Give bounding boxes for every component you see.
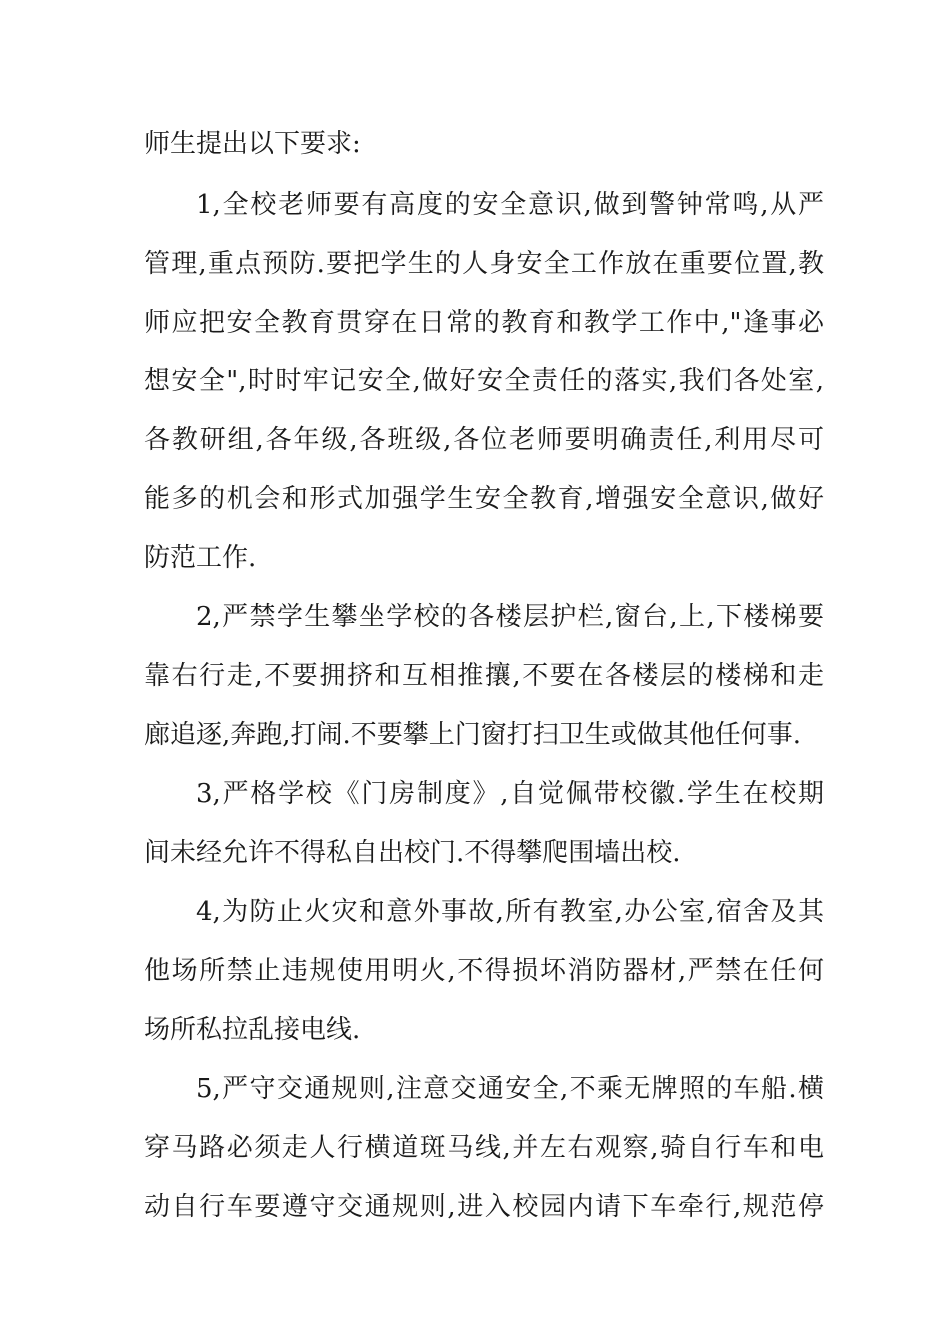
text-line: 4,为防止火灾和意外事故,所有教室,办公室,宿舍及其 [196,897,824,927]
text-line: 防范工作. [144,543,257,573]
text-line: 3,严格学校《门房制度》,自觉佩带校徽.学生在校期 [196,779,824,809]
text-line: 想安全",时时牢记安全,做好安全责任的落实,我们各处室, [144,366,824,396]
text-line: 动自行车要遵守交通规则,进入校园内请下车牵行,规范停 [144,1192,824,1222]
text-line: 师应把安全教育贯穿在日常的教育和教学工作中,"逢事必 [144,308,824,338]
text-line: 廊追逐,奔跑,打闹.不要攀上门窗打扫卫生或做其他任何事. [144,720,802,750]
text-line: 他场所禁止违规使用明火,不得损坏消防器材,严禁在任何 [144,956,824,986]
text-line: 1,全校老师要有高度的安全意识,做到警钟常鸣,从严 [196,190,824,220]
text-line: 各教研组,各年级,各班级,各位老师要明确责任,利用尽可 [144,425,824,455]
text-line: 5,严守交通规则,注意交通安全,不乘无牌照的车船.横 [196,1074,824,1104]
text-line: 穿马路必须走人行横道斑马线,并左右观察,骑自行车和电 [144,1133,824,1163]
text-line: 能多的机会和形式加强学生安全教育,增强安全意识,做好 [144,484,824,514]
text-line: 2,严禁学生攀坐学校的各楼层护栏,窗台,上,下楼梯要 [196,602,824,632]
text-line: 场所私拉乱接电线. [144,1015,361,1045]
text-line: 靠右行走,不要拥挤和互相推攘,不要在各楼层的楼梯和走 [144,661,824,691]
text-line: 管理,重点预防.要把学生的人身安全工作放在重要位置,教 [144,249,824,279]
text-line: 师生提出以下要求: [144,129,361,159]
text-line: 间未经允许不得私自出校门.不得攀爬围墙出校. [144,838,681,868]
